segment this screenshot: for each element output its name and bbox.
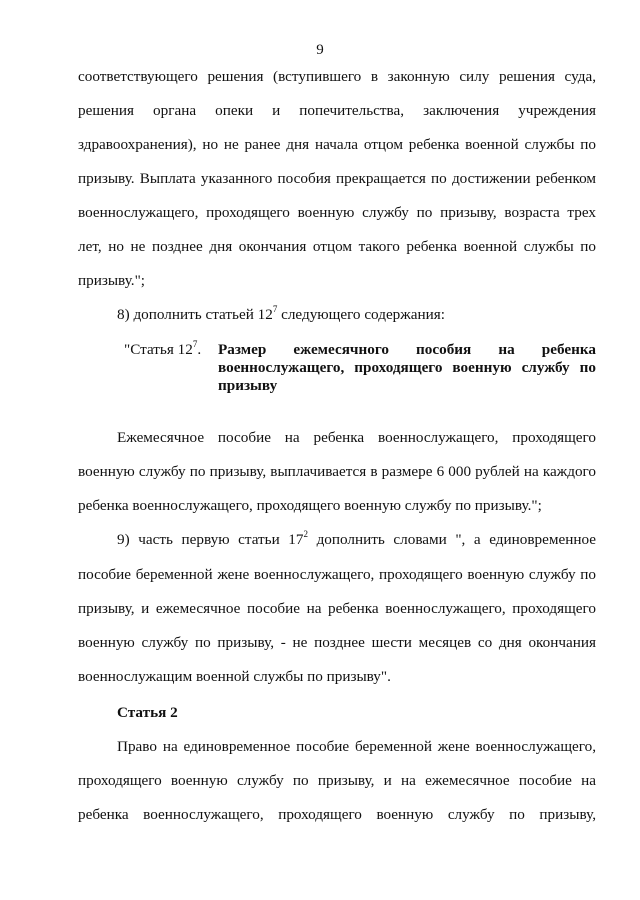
paragraph-line: лет, но не позднее дня окончания отцом такого ребенка военной службы по (78, 238, 596, 255)
paragraph-line: здравоохранения), но не ранее дня начала отцом ребенка военной службы по (78, 136, 596, 153)
paragraph-line: военнослужащего, проходящего военную службу по призыву, возраста трех (78, 204, 596, 221)
article-2-line: Право на единовременное пособие беременной жене военнослужащего, (117, 738, 596, 755)
article-title-line: призыву (218, 377, 278, 394)
article-2-line: проходящего военную службу по призыву, и на ежемесячное пособие на (78, 772, 596, 789)
paragraph-line: решения органа опеки и попечительства, заключения учреждения (78, 102, 596, 119)
paragraph-line: соответствующего решения (вступившего в законную силу решения суда, (78, 68, 596, 85)
item-9: 9) часть первую статьи $17^2$ дополнить словами ", а единовременное (117, 528, 596, 548)
article-body-line: военную службу по призыву, выплачивается в размере 6 000 рублей на каждого (78, 463, 596, 480)
paragraph-line: призыву."; (78, 272, 145, 289)
article-body-line: ребенка военнослужащего, проходящего военную службу по призыву."; (78, 497, 542, 514)
item-9-line: пособие беременной жене военнослужащего, проходящего военную службу по (78, 566, 596, 583)
article-title (218, 341, 596, 395)
article-prefix: "Статья $12^7$. (124, 338, 202, 358)
article-2-line: ребенка военнослужащего, проходящего военную службу по призыву, (78, 806, 596, 823)
item-9-line: призыву, и ежемесячное пособие на ребенка военнослужащего, проходящего (78, 600, 596, 617)
paragraph-line: призыву. Выплата указанного пособия прекращается по достижении ребенком (78, 170, 596, 187)
article-title-line: Размер ежемесячного пособия на ребенка (218, 341, 596, 358)
article-2-heading: Статья 2 (117, 704, 178, 721)
page-number: 9 (316, 42, 324, 58)
item-8: 8) дополнить статьей $12^7$ следующего содержания: (117, 303, 445, 323)
article-title-line: военнослужащего, проходящего военную службу по (218, 359, 596, 376)
item-9-line: военную службу по призыву, - не позднее шести месяцев со дня окончания (78, 634, 596, 651)
item-9-line: военнослужащим военной службы по призыву". (78, 668, 391, 685)
article-body-line: Ежемесячное пособие на ребенка военнослужащего, проходящего (117, 429, 596, 446)
